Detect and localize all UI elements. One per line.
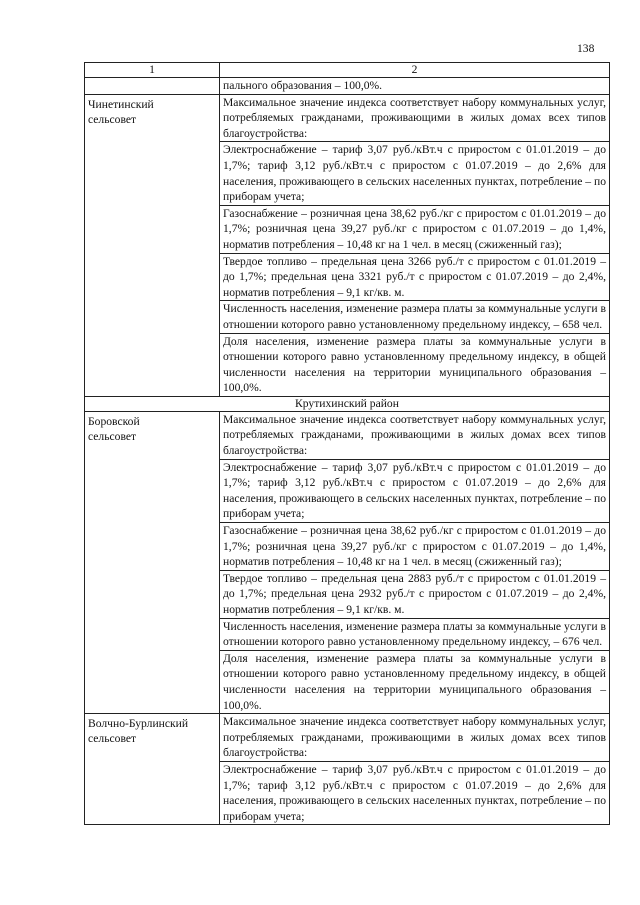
municipality-name: Боровской: [88, 414, 140, 428]
municipality-cell: [85, 714, 220, 825]
paragraph: Газоснабжение – розничная цена 38,62 руб./кг с приростом с 01.01.2019 – до 1,7%; розничная цена 39,27 руб./кг с приростом с 01.07.2019 – до 1,4%, норматив потребления – 10,48 кг на 1 чел. в месяц (сжиженный газ);: [223, 206, 606, 251]
table-row: [85, 78, 610, 95]
municipality-name: Чинетинский: [88, 97, 154, 111]
paragraph: Максимальное значение индекса соответствует набору коммунальных услуг, потребляемых гражданами, проживающими в жилых домах всех типов благоустройства:: [223, 412, 606, 458]
municipality-name: Волчно-Бурлинский: [88, 717, 189, 731]
header-col-2: 2: [220, 63, 610, 78]
paragraph: Электроснабжение – тариф 3,07 руб./кВт.ч с приростом с 01.01.2019 – до 1,7%; тариф 3,12 руб./кВт.ч с приростом с 01.07.2019 – до 2,6% для населения, проживающего в сельских населенных пунктах, потребление – по приборам учета;: [223, 460, 606, 521]
municipality-type: сельсовет: [88, 732, 137, 746]
paragraph: Численность населения, изменение размера платы за коммунальные услуги в отношении которого равно установленному предельному индексу, – 658 чел.: [223, 302, 606, 331]
paragraph: Максимальное значение индекса соответствует набору коммунальных услуг, потребляемых гражданами, проживающими в жилых домах всех типов благоустройства:: [223, 95, 606, 140]
paragraph: Доля населения, изменение размера платы за коммунальные услуги в отношении которого равно установленному предельному индексу, в общей численности населения на территории муниципального образования – 100,0%.: [223, 651, 606, 712]
page-number: 138: [577, 42, 595, 55]
paragraph: пального образования – 100,0%.: [223, 79, 383, 92]
description-cell: [220, 78, 610, 95]
paragraph: Твердое топливо – предельная цена 2883 руб./т с приростом с 01.01.2019 – до 1,7%; предельная цена 2932 руб./т с приростом с 01.07.2019 – до 2,4%, норматив потребления – 9,1 кг/кв. м.: [223, 571, 606, 616]
municipality-cell: [85, 411, 220, 713]
region-title: Крутихинский район: [85, 396, 610, 411]
paragraph: Электроснабжение – тариф 3,07 руб./кВт.ч с приростом с 01.01.2019 – до 1,7%; тариф 3,12 руб./кВт.ч с приростом с 01.07.2019 – до 2,6% для населения, проживающего в сельских населенных пунктах, потребление – по приборам учета;: [223, 143, 606, 204]
table-row: [85, 94, 610, 396]
paragraph: Газоснабжение – розничная цена 38,62 руб./кг с приростом с 01.01.2019 – до 1,7%; розничная цена 39,27 руб./кг с приростом с 01.07.2019 – до 1,4%, норматив потребления – 10,48 кг на 1 чел. в месяц (сжиженный газ);: [223, 524, 606, 569]
header-col-1: 1: [85, 63, 220, 78]
municipality-type: сельсовет: [88, 429, 137, 443]
description-cell: [220, 714, 610, 825]
paragraph: Максимальное значение индекса соответствует набору коммунальных услуг, потребляемых гражданами, проживающими в жилых домах всех типов благоустройства:: [223, 715, 606, 760]
table-header-row: [85, 63, 610, 78]
table-row: [85, 714, 610, 825]
municipality-cell: [85, 94, 220, 396]
description-cell: [220, 94, 610, 396]
paragraph: Электроснабжение – тариф 3,07 руб./кВт.ч с приростом с 01.01.2019 – до 1,7%; тариф 3,12 руб./кВт.ч с приростом с 01.07.2019 – до 2,6% для населения, проживающего в сельских населенных пунктах, потребление – по приборам учета;: [223, 762, 606, 823]
paragraph: Доля населения, изменение размера платы за коммунальные услуги в отношении которого равно установленному предельному индексу, в общей численности населения на территории муниципального образования – 100,0%.: [223, 334, 606, 395]
paragraph: Численность населения, изменение размера платы за коммунальные услуги в отношении которого равно установленному предельному индексу, – 676 чел.: [223, 619, 606, 649]
table-row: [85, 411, 610, 713]
municipality-type: сельсовет: [88, 112, 137, 126]
description-cell: [220, 411, 610, 713]
paragraph: Твердое топливо – предельная цена 3266 руб./т с приростом с 01.01.2019 – до 1,7%; предельная цена 3321 руб./т с приростом с 01.07.2019 – до 2,4%, норматив потребления – 9,1 кг/кв. м.: [223, 254, 606, 299]
municipality-cell: [85, 78, 220, 95]
index-table: [84, 62, 610, 825]
region-row: [85, 396, 610, 411]
